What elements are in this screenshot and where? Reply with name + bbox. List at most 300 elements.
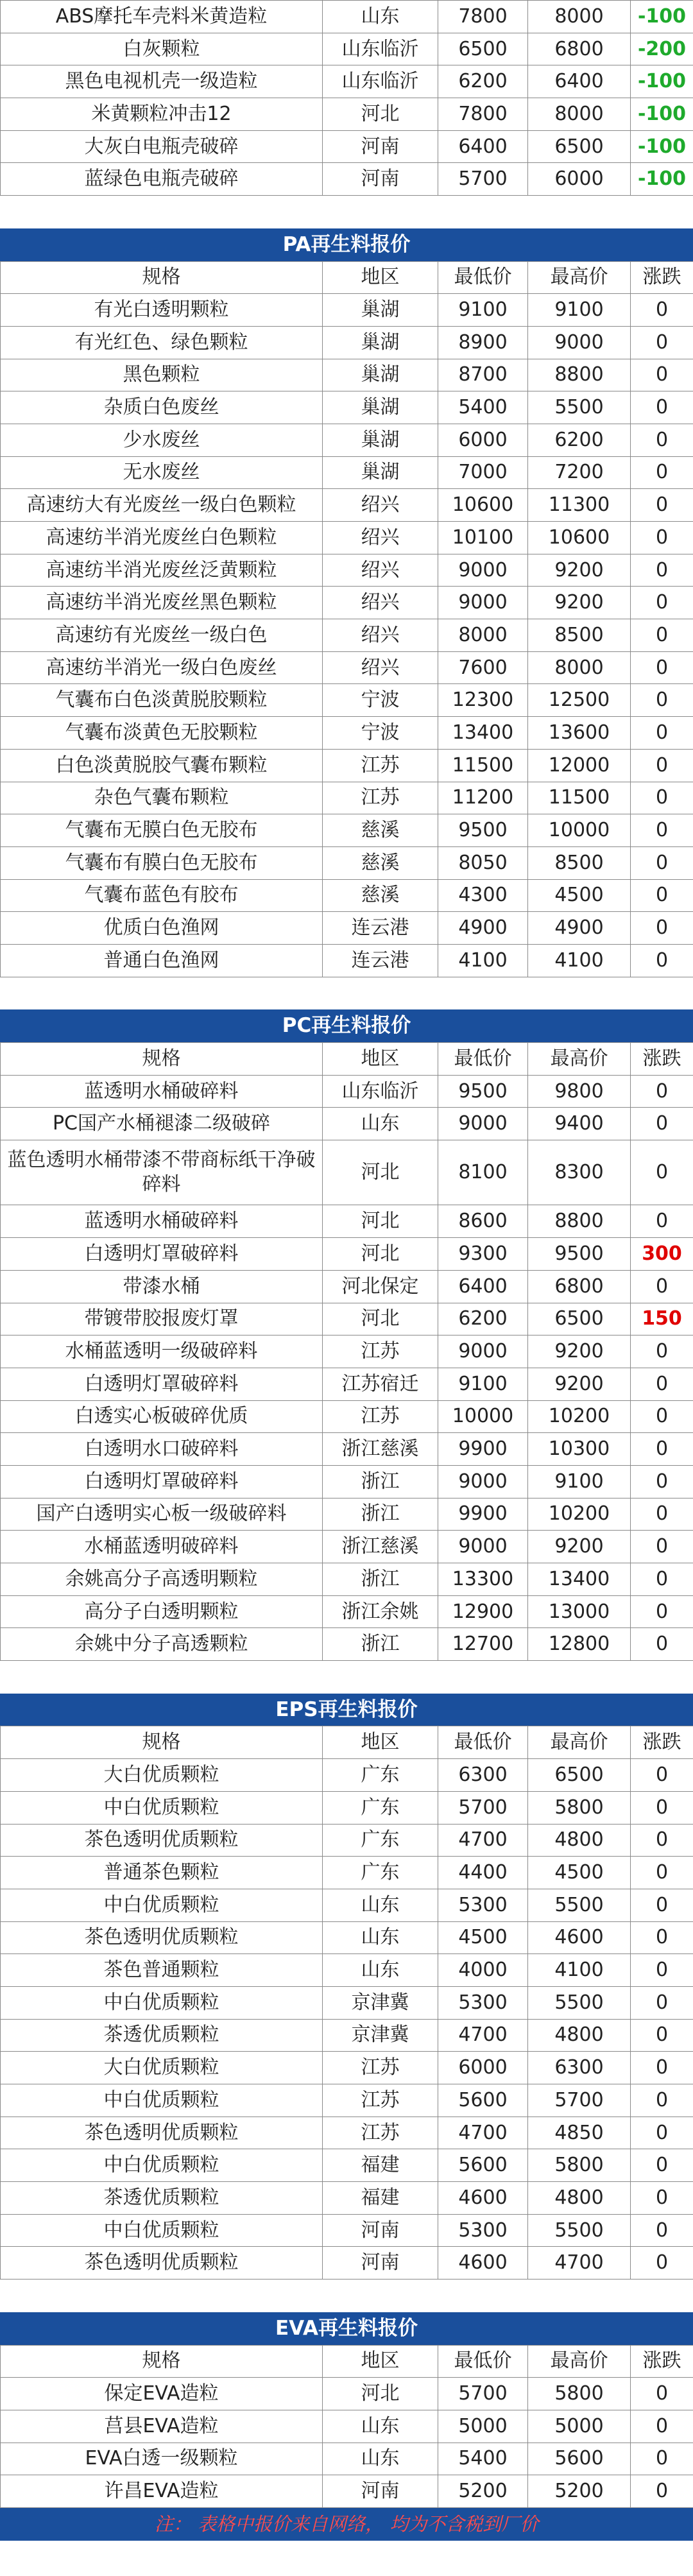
min-price-cell: 9000 <box>438 1465 528 1498</box>
change-cell: 0 <box>631 1857 693 1889</box>
change-cell: 0 <box>631 1108 693 1140</box>
min-price-cell: 10000 <box>438 1400 528 1433</box>
spec-cell: 带漆水桶 <box>1 1270 323 1303</box>
region-cell: 连云港 <box>323 944 438 977</box>
min-price-cell: 6200 <box>438 1303 528 1335</box>
max-price-cell: 6200 <box>528 424 631 456</box>
change-cell: 0 <box>631 489 693 522</box>
table-row <box>1 814 693 847</box>
price-table <box>0 1726 693 2280</box>
table-row <box>1 554 693 587</box>
min-price-cell: 4700 <box>438 2117 528 2149</box>
table-row <box>1 1857 693 1889</box>
table-row <box>1 326 693 359</box>
column-header: 最高价 <box>528 2345 631 2378</box>
max-price-cell: 4700 <box>528 2247 631 2280</box>
spec-cell: 带镀带胶报废灯罩 <box>1 1303 323 1335</box>
max-price-cell: 12000 <box>528 749 631 782</box>
table-row <box>1 846 693 879</box>
min-price-cell: 9100 <box>438 294 528 327</box>
column-header: 最低价 <box>438 1043 528 1076</box>
max-price-cell: 4600 <box>528 1921 631 1954</box>
max-price-cell: 8800 <box>528 359 631 391</box>
region-cell: 山东 <box>323 2410 438 2443</box>
max-price-cell: 12500 <box>528 684 631 717</box>
column-header: 涨跌 <box>631 1726 693 1759</box>
spec-cell: 普通茶色颗粒 <box>1 1857 323 1889</box>
spec-cell: 白透明灯罩破碎料 <box>1 1368 323 1400</box>
min-price-cell: 11500 <box>438 749 528 782</box>
min-price-cell: 9500 <box>438 814 528 847</box>
spec-cell: 中白优质颗粒 <box>1 1791 323 1824</box>
table-row <box>1 2182 693 2215</box>
change-cell: 0 <box>631 717 693 750</box>
region-cell: 慈溪 <box>323 879 438 912</box>
min-price-cell: 7800 <box>438 98 528 131</box>
table-row <box>1 2378 693 2410</box>
min-price-cell: 4700 <box>438 2019 528 2052</box>
spec-cell: 白透实心板破碎优质 <box>1 1400 323 1433</box>
table-row <box>1 717 693 750</box>
table-row <box>1 1563 693 1596</box>
max-price-cell: 5200 <box>528 2475 631 2508</box>
max-price-cell: 5500 <box>528 1889 631 1921</box>
region-cell: 江苏 <box>323 749 438 782</box>
spec-cell: 国产白透明实心板一级破碎料 <box>1 1498 323 1531</box>
min-price-cell: 10600 <box>438 489 528 522</box>
spec-cell: 中白优质颗粒 <box>1 2149 323 2182</box>
column-header: 最高价 <box>528 1043 631 1076</box>
min-price-cell: 4600 <box>438 2182 528 2215</box>
spec-cell: 茶透优质颗粒 <box>1 2019 323 2052</box>
change-cell: 0 <box>631 619 693 652</box>
table-row <box>1 782 693 814</box>
spec-cell: EVA白透一级颗粒 <box>1 2443 323 2475</box>
change-cell: 0 <box>631 1563 693 1596</box>
spec-cell: 余姚中分子高透颗粒 <box>1 1628 323 1661</box>
change-cell: 0 <box>631 359 693 391</box>
max-price-cell: 10200 <box>528 1400 631 1433</box>
change-cell: 0 <box>631 554 693 587</box>
change-cell: 0 <box>631 1759 693 1792</box>
max-price-cell: 9200 <box>528 554 631 587</box>
table-row <box>1 1465 693 1498</box>
change-cell: 0 <box>631 1921 693 1954</box>
max-price-cell: 5000 <box>528 2410 631 2443</box>
max-price-cell: 4100 <box>528 1954 631 1987</box>
table-row <box>1 489 693 522</box>
max-price-cell: 8500 <box>528 846 631 879</box>
min-price-cell: 4700 <box>438 1824 528 1857</box>
column-header: 最低价 <box>438 261 528 294</box>
change-cell: 0 <box>631 2378 693 2410</box>
section-title: PC再生料报价 <box>0 1009 693 1042</box>
change-cell: 0 <box>631 651 693 684</box>
min-price-cell: 9900 <box>438 1498 528 1531</box>
max-price-cell: 10600 <box>528 522 631 554</box>
change-cell: 0 <box>631 2084 693 2117</box>
change-cell: 0 <box>631 1889 693 1921</box>
change-cell: 0 <box>631 1498 693 1531</box>
region-cell: 绍兴 <box>323 522 438 554</box>
table-row <box>1 1108 693 1140</box>
region-cell: 巢湖 <box>323 456 438 489</box>
change-cell: 0 <box>631 1335 693 1368</box>
change-cell: 0 <box>631 1595 693 1628</box>
max-price-cell: 13000 <box>528 1595 631 1628</box>
table-row <box>1 1791 693 1824</box>
column-header: 涨跌 <box>631 1043 693 1076</box>
region-cell: 河北 <box>323 1303 438 1335</box>
region-cell: 京津冀 <box>323 1986 438 2019</box>
spec-cell: 中白优质颗粒 <box>1 2084 323 2117</box>
column-header: 最低价 <box>438 2345 528 2378</box>
min-price-cell: 9000 <box>438 1108 528 1140</box>
column-header: 涨跌 <box>631 2345 693 2378</box>
change-cell: 0 <box>631 944 693 977</box>
footer-note: 注： 表格中报价来自网络， 均为不含税到厂价 <box>0 2508 693 2541</box>
region-cell: 绍兴 <box>323 489 438 522</box>
spec-cell: 蓝绿色电瓶壳破碎 <box>1 163 323 196</box>
price-table <box>0 2345 693 2508</box>
table-row <box>1 1595 693 1628</box>
spec-cell: 大灰白电瓶壳破碎 <box>1 130 323 163</box>
max-price-cell: 8500 <box>528 619 631 652</box>
table-row <box>1 2149 693 2182</box>
min-price-cell: 5600 <box>438 2084 528 2117</box>
spec-cell: ABS摩托车壳料米黄造粒 <box>1 1 323 33</box>
spec-cell: PC国产水桶褪漆二级破碎 <box>1 1108 323 1140</box>
table-row <box>1 2019 693 2052</box>
column-header: 规格 <box>1 1043 323 1076</box>
region-cell: 福建 <box>323 2182 438 2215</box>
spec-cell: 茶色透明优质颗粒 <box>1 1824 323 1857</box>
max-price-cell: 4500 <box>528 879 631 912</box>
max-price-cell: 6500 <box>528 130 631 163</box>
change-cell: 0 <box>631 1400 693 1433</box>
region-cell: 山东 <box>323 1 438 33</box>
table-row <box>1 1986 693 2019</box>
spec-cell: 气囊布无膜白色无胶布 <box>1 814 323 847</box>
change-cell: 0 <box>631 391 693 424</box>
max-price-cell: 5600 <box>528 2443 631 2475</box>
region-cell: 江苏 <box>323 782 438 814</box>
table-row <box>1 98 693 131</box>
column-header: 规格 <box>1 261 323 294</box>
region-cell: 宁波 <box>323 684 438 717</box>
change-cell: 0 <box>631 1205 693 1238</box>
region-cell: 慈溪 <box>323 846 438 879</box>
max-price-cell: 9200 <box>528 1531 631 1563</box>
table-row <box>1 1628 693 1661</box>
spec-cell: 中白优质颗粒 <box>1 1889 323 1921</box>
region-cell: 福建 <box>323 2149 438 2182</box>
table-row <box>1 2052 693 2084</box>
min-price-cell: 9000 <box>438 554 528 587</box>
change-cell: 0 <box>631 1368 693 1400</box>
spec-cell: 余姚高分子高透明颗粒 <box>1 1563 323 1596</box>
spec-cell: 有光白透明颗粒 <box>1 294 323 327</box>
change-cell: 0 <box>631 684 693 717</box>
spec-cell: 米黄颗粒冲击12 <box>1 98 323 131</box>
max-price-cell: 5800 <box>528 2149 631 2182</box>
max-price-cell: 4800 <box>528 2019 631 2052</box>
change-cell: 0 <box>631 2214 693 2247</box>
region-cell: 广东 <box>323 1759 438 1792</box>
change-cell: 0 <box>631 2410 693 2443</box>
change-cell: 0 <box>631 782 693 814</box>
region-cell: 连云港 <box>323 912 438 945</box>
table-row <box>1 1498 693 1531</box>
region-cell: 山东临沂 <box>323 33 438 65</box>
region-cell: 浙江 <box>323 1498 438 1531</box>
table-row <box>1 749 693 782</box>
min-price-cell: 13400 <box>438 717 528 750</box>
region-cell: 绍兴 <box>323 651 438 684</box>
change-cell: -100 <box>631 163 693 196</box>
min-price-cell: 9000 <box>438 587 528 619</box>
min-price-cell: 8700 <box>438 359 528 391</box>
spec-cell: 高速纺大有光废丝一级白色颗粒 <box>1 489 323 522</box>
change-cell: 0 <box>631 2247 693 2280</box>
max-price-cell: 6500 <box>528 1759 631 1792</box>
min-price-cell: 8050 <box>438 846 528 879</box>
column-header: 地区 <box>323 1726 438 1759</box>
spec-cell: 高分子白透明颗粒 <box>1 1595 323 1628</box>
min-price-cell: 5700 <box>438 2378 528 2410</box>
table-row <box>1 2084 693 2117</box>
region-cell: 江苏宿迁 <box>323 1368 438 1400</box>
change-cell: 0 <box>631 2052 693 2084</box>
change-cell: 0 <box>631 1270 693 1303</box>
change-cell: 0 <box>631 1986 693 2019</box>
min-price-cell: 5400 <box>438 391 528 424</box>
change-cell: 150 <box>631 1303 693 1335</box>
max-price-cell: 5700 <box>528 2084 631 2117</box>
table-row <box>1 1075 693 1108</box>
spec-cell: 中白优质颗粒 <box>1 1986 323 2019</box>
change-cell: 0 <box>631 879 693 912</box>
spec-cell: 茶色透明优质颗粒 <box>1 2247 323 2280</box>
table-header-row <box>1 1726 693 1759</box>
table-row <box>1 2475 693 2508</box>
spec-cell: 蓝透明水桶破碎料 <box>1 1205 323 1238</box>
region-cell: 浙江慈溪 <box>323 1433 438 1466</box>
spec-cell: 气囊布淡黄色无胶颗粒 <box>1 717 323 750</box>
max-price-cell: 4800 <box>528 2182 631 2215</box>
spec-cell: 普通白色渔网 <box>1 944 323 977</box>
price-table <box>0 1042 693 1661</box>
table-row <box>1 163 693 196</box>
spec-cell: 高速纺半消光一级白色废丝 <box>1 651 323 684</box>
max-price-cell: 8000 <box>528 98 631 131</box>
table-row <box>1 1140 693 1205</box>
region-cell: 浙江 <box>323 1628 438 1661</box>
max-price-cell: 5500 <box>528 391 631 424</box>
min-price-cell: 4300 <box>438 879 528 912</box>
min-price-cell: 4900 <box>438 912 528 945</box>
min-price-cell: 4100 <box>438 944 528 977</box>
region-cell: 广东 <box>323 1791 438 1824</box>
change-cell: 0 <box>631 326 693 359</box>
max-price-cell: 4100 <box>528 944 631 977</box>
spec-cell: 茶透优质颗粒 <box>1 2182 323 2215</box>
table-row <box>1 1 693 33</box>
max-price-cell: 9100 <box>528 1465 631 1498</box>
min-price-cell: 9100 <box>438 1368 528 1400</box>
spec-cell: 高速纺半消光废丝黑色颗粒 <box>1 587 323 619</box>
section-spacer <box>0 1661 693 1694</box>
spec-cell: 白透明水口破碎料 <box>1 1433 323 1466</box>
region-cell: 绍兴 <box>323 554 438 587</box>
column-header: 地区 <box>323 1043 438 1076</box>
spec-cell: 白透明灯罩破碎料 <box>1 1465 323 1498</box>
column-header: 地区 <box>323 2345 438 2378</box>
max-price-cell: 8000 <box>528 651 631 684</box>
spec-cell: 高速纺有光废丝一级白色 <box>1 619 323 652</box>
change-cell: 0 <box>631 294 693 327</box>
max-price-cell: 9000 <box>528 326 631 359</box>
max-price-cell: 10000 <box>528 814 631 847</box>
spec-cell: 白透明灯罩破碎料 <box>1 1238 323 1271</box>
spec-cell: 少水废丝 <box>1 424 323 456</box>
max-price-cell: 10300 <box>528 1433 631 1466</box>
change-cell: 0 <box>631 2149 693 2182</box>
spec-cell: 大白优质颗粒 <box>1 1759 323 1792</box>
region-cell: 宁波 <box>323 717 438 750</box>
change-cell: 0 <box>631 2443 693 2475</box>
min-price-cell: 6400 <box>438 1270 528 1303</box>
max-price-cell: 6300 <box>528 2052 631 2084</box>
spec-cell: 气囊布蓝色有胶布 <box>1 879 323 912</box>
change-cell: 0 <box>631 1824 693 1857</box>
table-row <box>1 33 693 65</box>
min-price-cell: 8100 <box>438 1140 528 1205</box>
change-cell: 0 <box>631 1140 693 1205</box>
spec-cell: 蓝色透明水桶带漆不带商标纸干净破碎料 <box>1 1140 323 1205</box>
min-price-cell: 12700 <box>438 1628 528 1661</box>
max-price-cell: 9400 <box>528 1108 631 1140</box>
max-price-cell: 5800 <box>528 1791 631 1824</box>
change-cell: -100 <box>631 1 693 33</box>
change-cell: -100 <box>631 65 693 98</box>
max-price-cell: 6000 <box>528 163 631 196</box>
min-price-cell: 9500 <box>438 1075 528 1108</box>
region-cell: 山东 <box>323 1954 438 1987</box>
table-row <box>1 294 693 327</box>
region-cell: 浙江慈溪 <box>323 1531 438 1563</box>
table-row <box>1 1954 693 1987</box>
section-spacer <box>0 2280 693 2312</box>
region-cell: 河北 <box>323 1238 438 1271</box>
table-row <box>1 1921 693 1954</box>
max-price-cell: 13600 <box>528 717 631 750</box>
max-price-cell: 9200 <box>528 587 631 619</box>
spec-cell: 气囊布白色淡黄脱胶颗粒 <box>1 684 323 717</box>
min-price-cell: 6300 <box>438 1759 528 1792</box>
region-cell: 京津冀 <box>323 2019 438 2052</box>
change-cell: 0 <box>631 424 693 456</box>
table-row <box>1 944 693 977</box>
spec-cell: 黑色颗粒 <box>1 359 323 391</box>
column-header: 地区 <box>323 261 438 294</box>
region-cell: 江苏 <box>323 2117 438 2149</box>
min-price-cell: 7800 <box>438 1 528 33</box>
column-header: 规格 <box>1 2345 323 2378</box>
region-cell: 山东 <box>323 1889 438 1921</box>
region-cell: 巢湖 <box>323 391 438 424</box>
min-price-cell: 5200 <box>438 2475 528 2508</box>
region-cell: 河南 <box>323 2247 438 2280</box>
spec-cell: 莒县EVA造粒 <box>1 2410 323 2443</box>
min-price-cell: 5300 <box>438 2214 528 2247</box>
change-cell: 0 <box>631 1628 693 1661</box>
max-price-cell: 4800 <box>528 1824 631 1857</box>
spec-cell: 许昌EVA造粒 <box>1 2475 323 2508</box>
region-cell: 巢湖 <box>323 294 438 327</box>
table-row <box>1 2214 693 2247</box>
spec-cell: 茶色透明优质颗粒 <box>1 1921 323 1954</box>
table-row <box>1 879 693 912</box>
spec-cell: 白灰颗粒 <box>1 33 323 65</box>
max-price-cell: 9800 <box>528 1075 631 1108</box>
spec-cell: 杂质白色废丝 <box>1 391 323 424</box>
min-price-cell: 9000 <box>438 1531 528 1563</box>
region-cell: 河北 <box>323 2378 438 2410</box>
max-price-cell: 4850 <box>528 2117 631 2149</box>
spec-cell: 水桶蓝透明破碎料 <box>1 1531 323 1563</box>
table-row <box>1 522 693 554</box>
min-price-cell: 7600 <box>438 651 528 684</box>
spec-cell: 中白优质颗粒 <box>1 2214 323 2247</box>
max-price-cell: 6800 <box>528 33 631 65</box>
max-price-cell: 5500 <box>528 2214 631 2247</box>
table-row <box>1 2247 693 2280</box>
table-row <box>1 1531 693 1563</box>
max-price-cell: 11300 <box>528 489 631 522</box>
spec-cell: 无水废丝 <box>1 456 323 489</box>
min-price-cell: 12900 <box>438 1595 528 1628</box>
spec-cell: 茶色普通颗粒 <box>1 1954 323 1987</box>
change-cell: -100 <box>631 130 693 163</box>
max-price-cell: 8000 <box>528 1 631 33</box>
spec-cell: 保定EVA造粒 <box>1 2378 323 2410</box>
min-price-cell: 4400 <box>438 1857 528 1889</box>
region-cell: 河南 <box>323 130 438 163</box>
min-price-cell: 6200 <box>438 65 528 98</box>
change-cell: 0 <box>631 1075 693 1108</box>
region-cell: 广东 <box>323 1824 438 1857</box>
spec-cell: 有光红色、绿色颗粒 <box>1 326 323 359</box>
table-row <box>1 1238 693 1271</box>
region-cell: 河北保定 <box>323 1270 438 1303</box>
change-cell: 0 <box>631 2182 693 2215</box>
min-price-cell: 11200 <box>438 782 528 814</box>
spec-cell: 优质白色渔网 <box>1 912 323 945</box>
region-cell: 浙江 <box>323 1465 438 1498</box>
table-row <box>1 1400 693 1433</box>
column-header: 最低价 <box>438 1726 528 1759</box>
table-row <box>1 1303 693 1335</box>
region-cell: 山东 <box>323 2443 438 2475</box>
change-cell: 0 <box>631 522 693 554</box>
min-price-cell: 12300 <box>438 684 528 717</box>
table-row <box>1 2410 693 2443</box>
min-price-cell: 8000 <box>438 619 528 652</box>
min-price-cell: 5700 <box>438 1791 528 1824</box>
table-row <box>1 1368 693 1400</box>
min-price-cell: 13300 <box>438 1563 528 1596</box>
